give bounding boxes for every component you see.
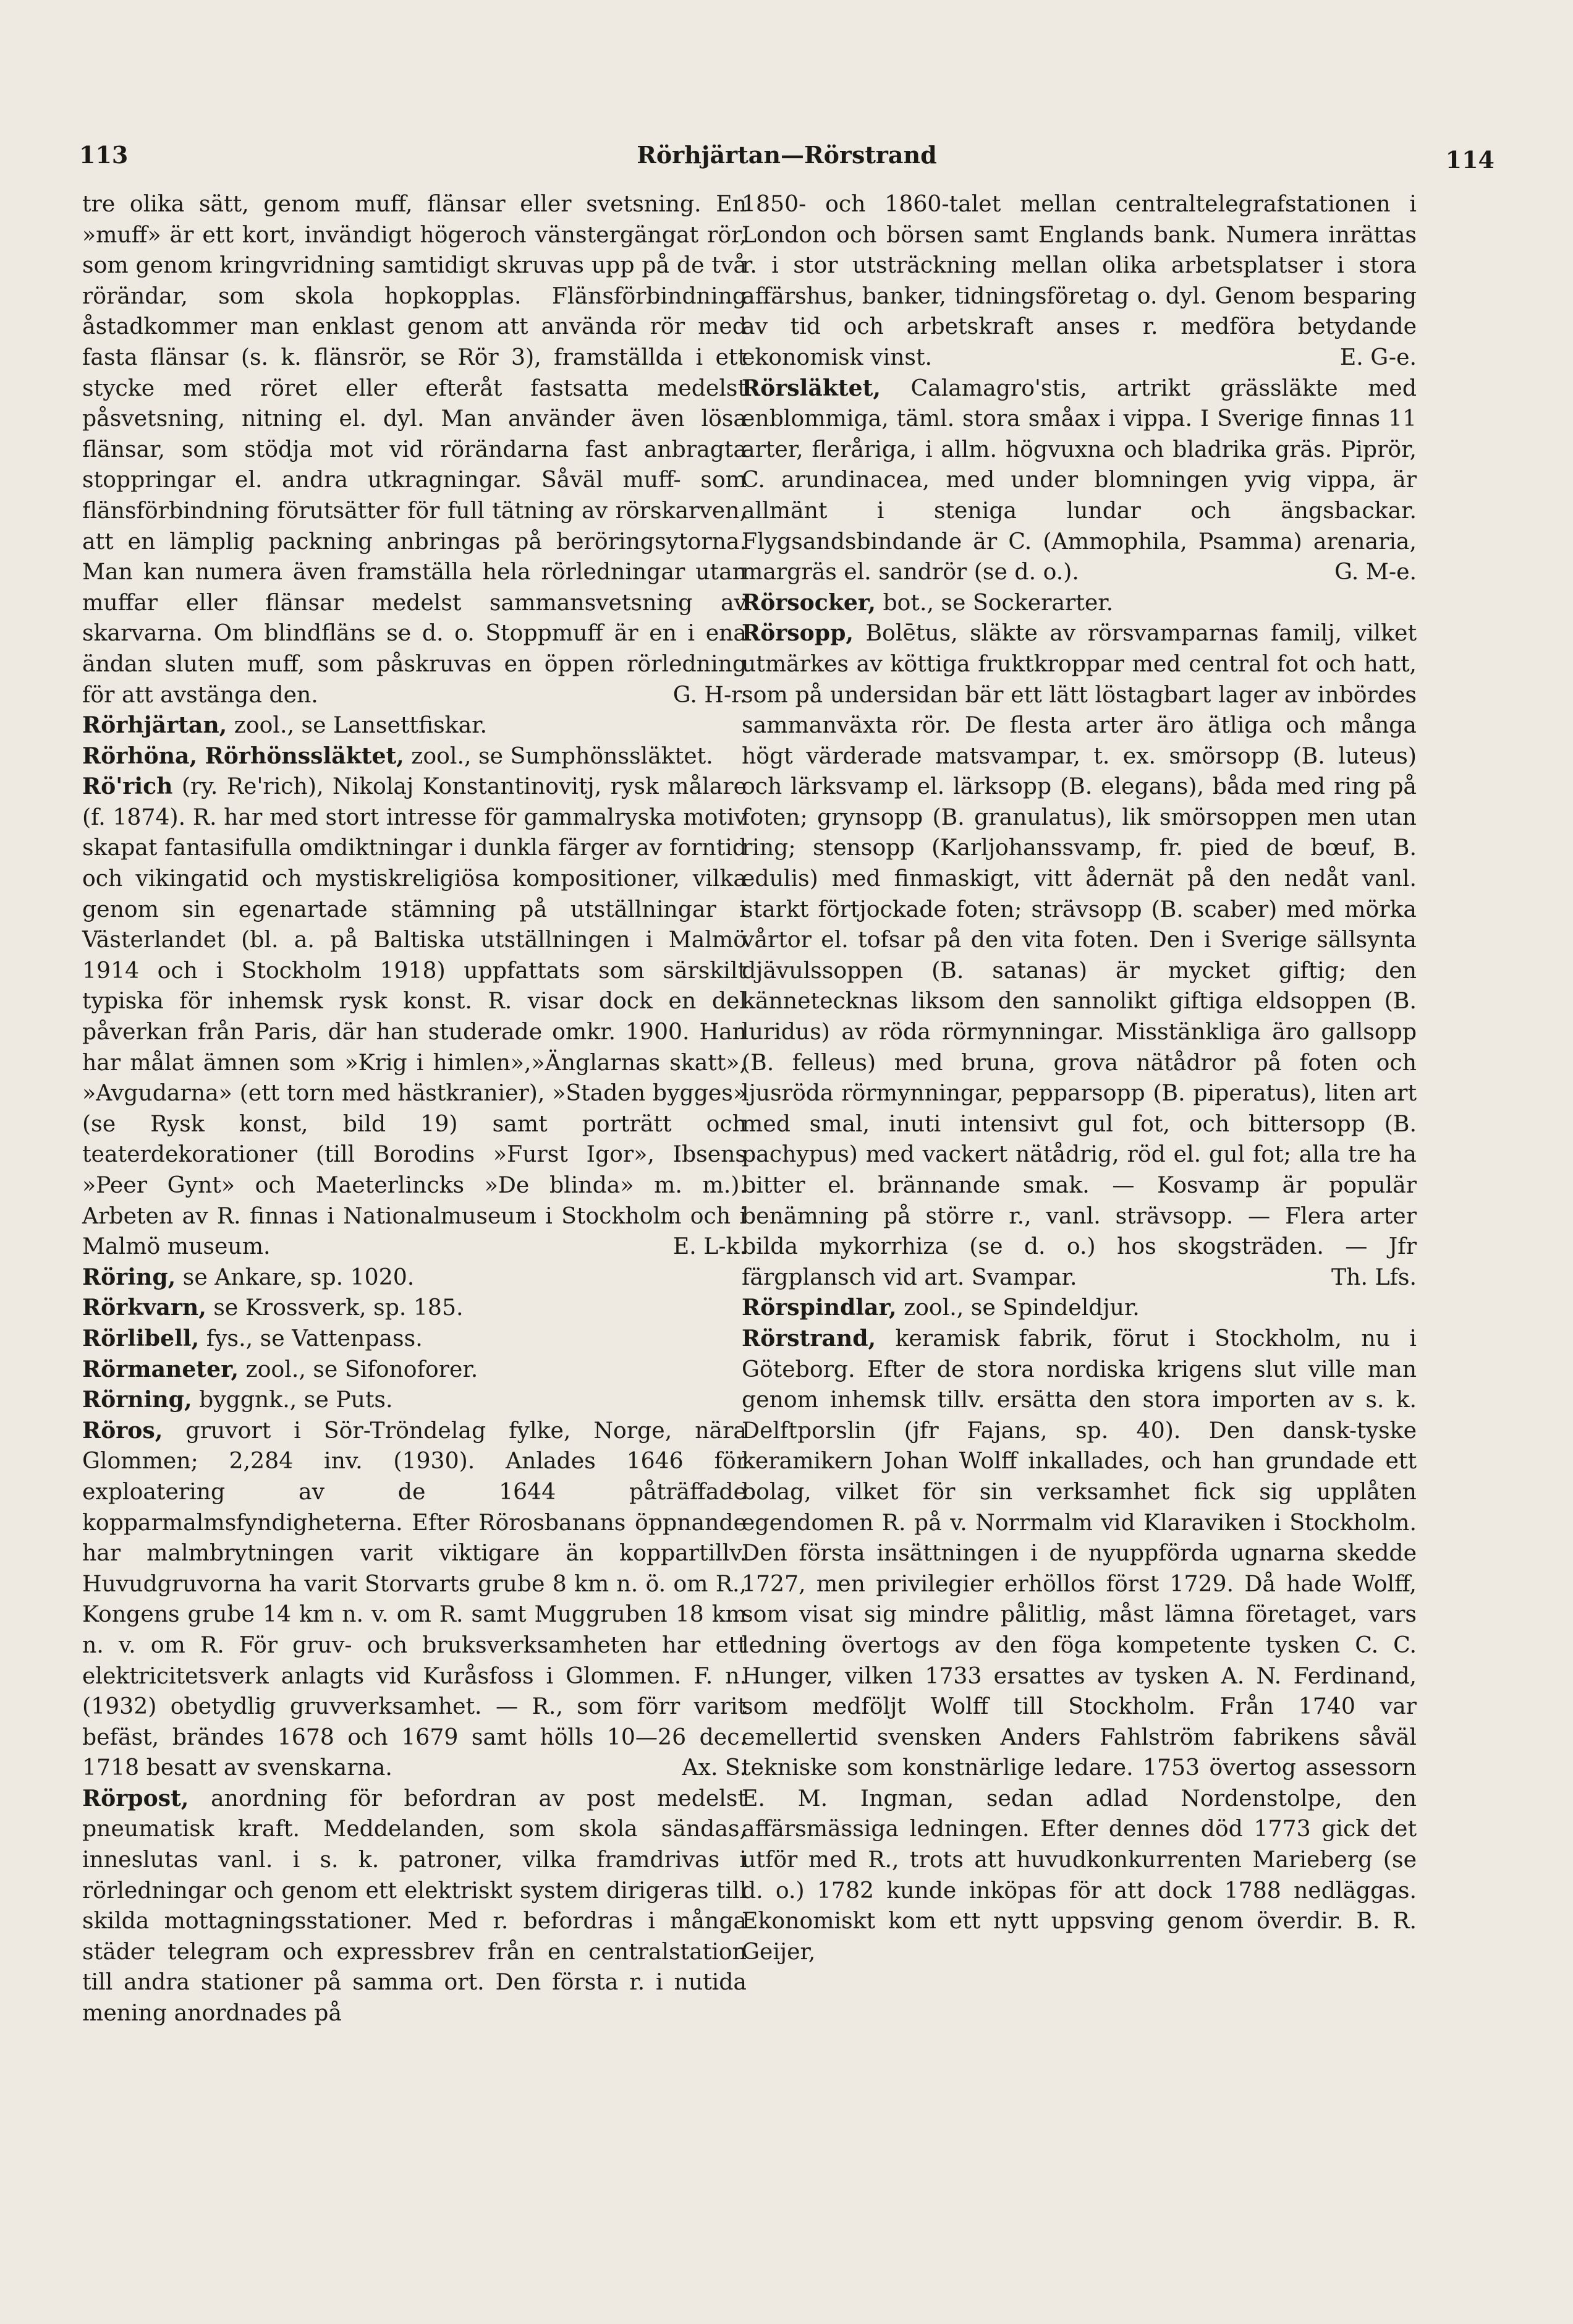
entry-text: byggnk., se Puts. — [199, 1386, 393, 1413]
entry-text: 1850- och 1860-talet mellan centraltelegrafstationen i London och börsen samt Englands bank. Numera inrättas r. i stor utsträckning mellan olika arbetsplatser i stora affärshus, banker, tidningsföretag o. dyl. Genom besparing av tid och arbetskraft anses r. medföra betydande ekonomisk vinst. — [742, 190, 1417, 370]
article-entry — [742, 1323, 1417, 1967]
entry-headword: Rö'rich — [82, 773, 173, 800]
article-entry — [82, 1415, 747, 1783]
entry-text: Bolētus, släkte av rörsvamparnas familj, vilket utmärkes av köttiga fruktkroppar med central fot och hatt, som på undersidan bär ett lätt löstagbart lager av inbördes sammanväxta rör. De flesta arter äro ätliga och många högt värderade matsvampar, t. ex. smörsopp (B. luteus) och lärksvamp el. lärksopp (B. elegans), båda med ring på foten; grynsopp (B. granulatus), lik smörsoppen men utan ring; stensopp (Karljohanssvamp, fr. pied de bœuf, B. edulis) med finmaskigt, vitt ådernät på den nedåt vanl. starkt förtjockade foten; strävsopp (B. scaber) med mörka vårtor el. tofsar på den vita foten. Den i Sverige sällsynta djävulssoppen (B. satanas) är mycket giftig; den kännetecknas liksom den sannolikt giftiga eldsoppen (B. luridus) av röda rörmynningar. Misstänkliga äro gallsopp (B. felleus) med bruna, grova nätådror på foten och ljusröda rörmynningar, pepparsopp (B. piperatus), liten art med smal, inuti intensivt gul fot, och bittersopp (B. pachypus) med vackert nätådrig, röd el. gul fot; alla tre ha bitter el. brännande smak. — Kosvamp är populär benämning på större r., vanl. strävsopp. — Flera arter bilda mykorrhiza (se d. o.) hos skogsträden. — Jfr färgplansch vid art. Svampar. — [742, 619, 1417, 1290]
article-entry — [82, 1323, 747, 1354]
running-title: Rörhjärtan—Rörstrand — [637, 141, 937, 169]
entry-headword: Rörsopp, — [742, 619, 854, 647]
entry-headword: Rörlibell, — [82, 1324, 200, 1351]
entry-headword: Rörstrand, — [742, 1324, 876, 1351]
entry-text: se Ankare, sp. 1020. — [182, 1263, 415, 1290]
entry-headword: Rörhjärtan, — [82, 712, 227, 739]
entry-headword: Rörspindlar, — [742, 1294, 897, 1321]
left-column — [82, 189, 747, 2028]
entry-headword: Rörhöna, Rörhönssläktet, — [82, 742, 404, 769]
entry-text: zool., se Spindeldjur. — [904, 1294, 1140, 1321]
author-signature: E. G-e. — [1339, 343, 1417, 370]
entry-headword: Rörmaneter, — [82, 1355, 239, 1382]
entry-text: (ry. Re'rich), Nikolaj Konstantinovitj, rysk målare (f. 1874). R. har med stort intresse för gammalryska motiv skapat fantasifulla omdiktningar i dunkla färger av forntid och vikingatid och mystiskreligiösa kompositioner, vilka genom sin egenartade stämning på utställningar i Västerlandet (bl. a. på Baltiska utställningen i Malmö 1914 och i Stockholm 1918) uppfattats som särskilt typiska för inhemsk rysk konst. R. visar dock en del påverkan från Paris, där han studerade omkr. 1900. Han har målat ämnen som »Krig i himlen»,»Änglarnas skatt», »Avgudarna» (ett torn med hästkranier), »Staden bygges» (se Rysk konst, bild 19) samt porträtt och teaterdekorationer (till Borodins »Furst Igor», Ibsens »Peer Gynt» och Maeterlincks »De blinda» m. m.). Arbeten av R. finnas i Nationalmuseum i Stockholm och i Malmö museum. — [82, 773, 747, 1260]
entry-headword: Rörsläktet, — [742, 374, 881, 401]
entry-headword: Rörning, — [82, 1386, 192, 1413]
entry-text: zool., se Sumphönssläktet. — [411, 742, 713, 769]
entry-text: se Krossverk, sp. 185. — [213, 1294, 464, 1321]
article-entry — [82, 189, 747, 710]
article-entry — [82, 1262, 747, 1293]
article-entry — [82, 1783, 747, 2028]
article-entry — [82, 771, 747, 1262]
entry-headword: Rörsocker, — [742, 589, 876, 616]
entry-text: Calamagro'stis, artrikt grässläkte med enblommiga, täml. stora småax i vippa. I Sverige finnas 11 arter, fleråriga, i allm. högvuxna och bladrika gräs. Piprör, C. arundinacea, med under blomningen yvig vippa, är allmänt i steniga lundar och ängsbackar. Flygsandsbindande är C. (Ammophila, Psamma) arenaria, margräs el. sandrör (se d. o.). — [742, 374, 1417, 585]
author-signature: G. H-r. — [672, 681, 747, 708]
article-entry — [742, 618, 1417, 1292]
article-entry — [82, 1384, 747, 1415]
article-entry — [742, 1292, 1417, 1323]
entry-text: zool., se Sifonoforer. — [245, 1355, 478, 1382]
article-entry — [742, 189, 1417, 373]
page-number-right: 114 — [1445, 146, 1495, 174]
author-signature: G. M-e. — [1334, 558, 1417, 585]
article-entry — [742, 373, 1417, 587]
article-entry — [82, 1292, 747, 1323]
article-entry — [742, 587, 1417, 618]
entry-text: bot., se Sockerarter. — [883, 589, 1114, 616]
entry-headword: Rörkvarn, — [82, 1294, 206, 1321]
entry-headword: Röring, — [82, 1263, 176, 1290]
entry-headword: Rörpost, — [82, 1784, 189, 1811]
page-number-left: 113 — [79, 141, 129, 169]
page-header — [79, 141, 1495, 178]
right-column — [742, 189, 1417, 1967]
article-entry — [82, 1354, 747, 1385]
entry-text: gruvort i Sör-Tröndelag fylke, Norge, nära Glommen; 2,284 inv. (1930). Anlades 1646 för exploatering av de 1644 påträffade kopparmalmsfyndigheterna. Efter Rörosbanans öppnande har malmbrytningen varit viktigare än koppartillv. Huvudgruvorna ha varit Storvarts grube 8 km n. ö. om R., Kongens grube 14 km n. v. om R. samt Muggruben 18 km n. v. om R. För gruv- och bruksverksamheten har ett elektricitetsverk anlagts vid Kuråsfoss i Glommen. F. n. (1932) obetydlig gruvverksamhet. — R., som förr varit befäst, brändes 1678 och 1679 samt hölls 10—26 dec. 1718 besatt av svenskarna. — [82, 1416, 747, 1781]
entry-text: keramisk fabrik, förut i Stockholm, nu i Göteborg. Efter de stora nordiska krigens slut ville man genom inhemsk tillv. ersätta den stora importen av s. k. Delftporslin (jfr Fajans, sp. 40). Den dansk-tyske keramikern Johan Wolff inkallades, och han grundade ett bolag, vilket för sin verksamhet fick sig upplåten egendomen R. på v. Norrmalm vid Klaraviken i Stockholm. Den första insättningen i de nyuppförda ugnarna skedde 1727, men privilegier erhöllos först 1729. Då hade Wolff, som visat sig mindre pålitlig, måst lämna företaget, vars ledning övertogs av den föga kompetente tysken C. C. Hunger, vilken 1733 ersattes av tysken A. N. Ferdinand, som medföljt Wolff till Stockholm. Från 1740 var emellertid svensken Anders Fahlström fabrikens såväl tekniske som konstnärlige ledare. 1753 övertog assessorn E. M. Ingman, sedan adlad Nordenstolpe, den affärsmässiga ledningen. Efter dennes död 1773 gick det utför med R., trots att huvudkonkurrenten Marieberg (se d. o.) 1782 kunde inköpas för att dock 1788 nedläggas. Ekonomiskt kom ett nytt uppsving genom överdir. B. R. Geijer, — [742, 1324, 1417, 1965]
article-entry — [82, 710, 747, 741]
article-entry — [82, 741, 747, 772]
entry-text: fys., se Vattenpass. — [206, 1324, 423, 1351]
entry-headword: Röros, — [82, 1416, 163, 1444]
author-signature: Ax. S. — [682, 1754, 747, 1781]
author-signature: Th. Lfs. — [1331, 1263, 1417, 1290]
author-signature: E. L-k. — [672, 1233, 747, 1260]
entry-text: anordning för befordran av post medelst pneumatisk kraft. Meddelanden, som skola sändas, inneslutas vanl. i s. k. patroner, vilka framdrivas i rörledningar och genom ett elektriskt system dirigeras till skilda mottagningsstationer. Med r. befordras i många städer telegram och expressbrev från en centralstation till andra stationer på samma ort. Den första r. i nutida mening anordnades på — [82, 1784, 747, 2027]
entry-text: zool., se Lansettfiskar. — [234, 712, 488, 739]
entry-text: tre olika sätt, genom muff, flänsar eller svetsning. En »muff» är ett kort, invändigt högeroch vänstergängat rör, som genom kringvridning samtidigt skruvas upp på de två rörändar, som skola hopkopplas. Flänsförbindning åstadkommer man enklast genom att använda rör med fasta flänsar (s. k. flänsrör, se Rör 3), framställda i ett stycke med röret eller efteråt fastsatta medelst påsvetsning, nitning el. dyl. Man använder även lösa flänsar, som stödja mot vid rörändarna fast anbragta stoppringar el. andra utkragningar. Såväl muff- som flänsförbindning förutsätter för full tätning av rörskarven, att en lämplig packning anbringas på beröringsytorna. Man kan numera även framställa hela rörledningar utan muffar eller flänsar medelst sammansvetsning av skarvarna. Om blindfläns se d. o. Stoppmuff är en i ena ändan sluten muff, som påskruvas en öppen rörledning för att avstänga den. — [82, 190, 747, 708]
